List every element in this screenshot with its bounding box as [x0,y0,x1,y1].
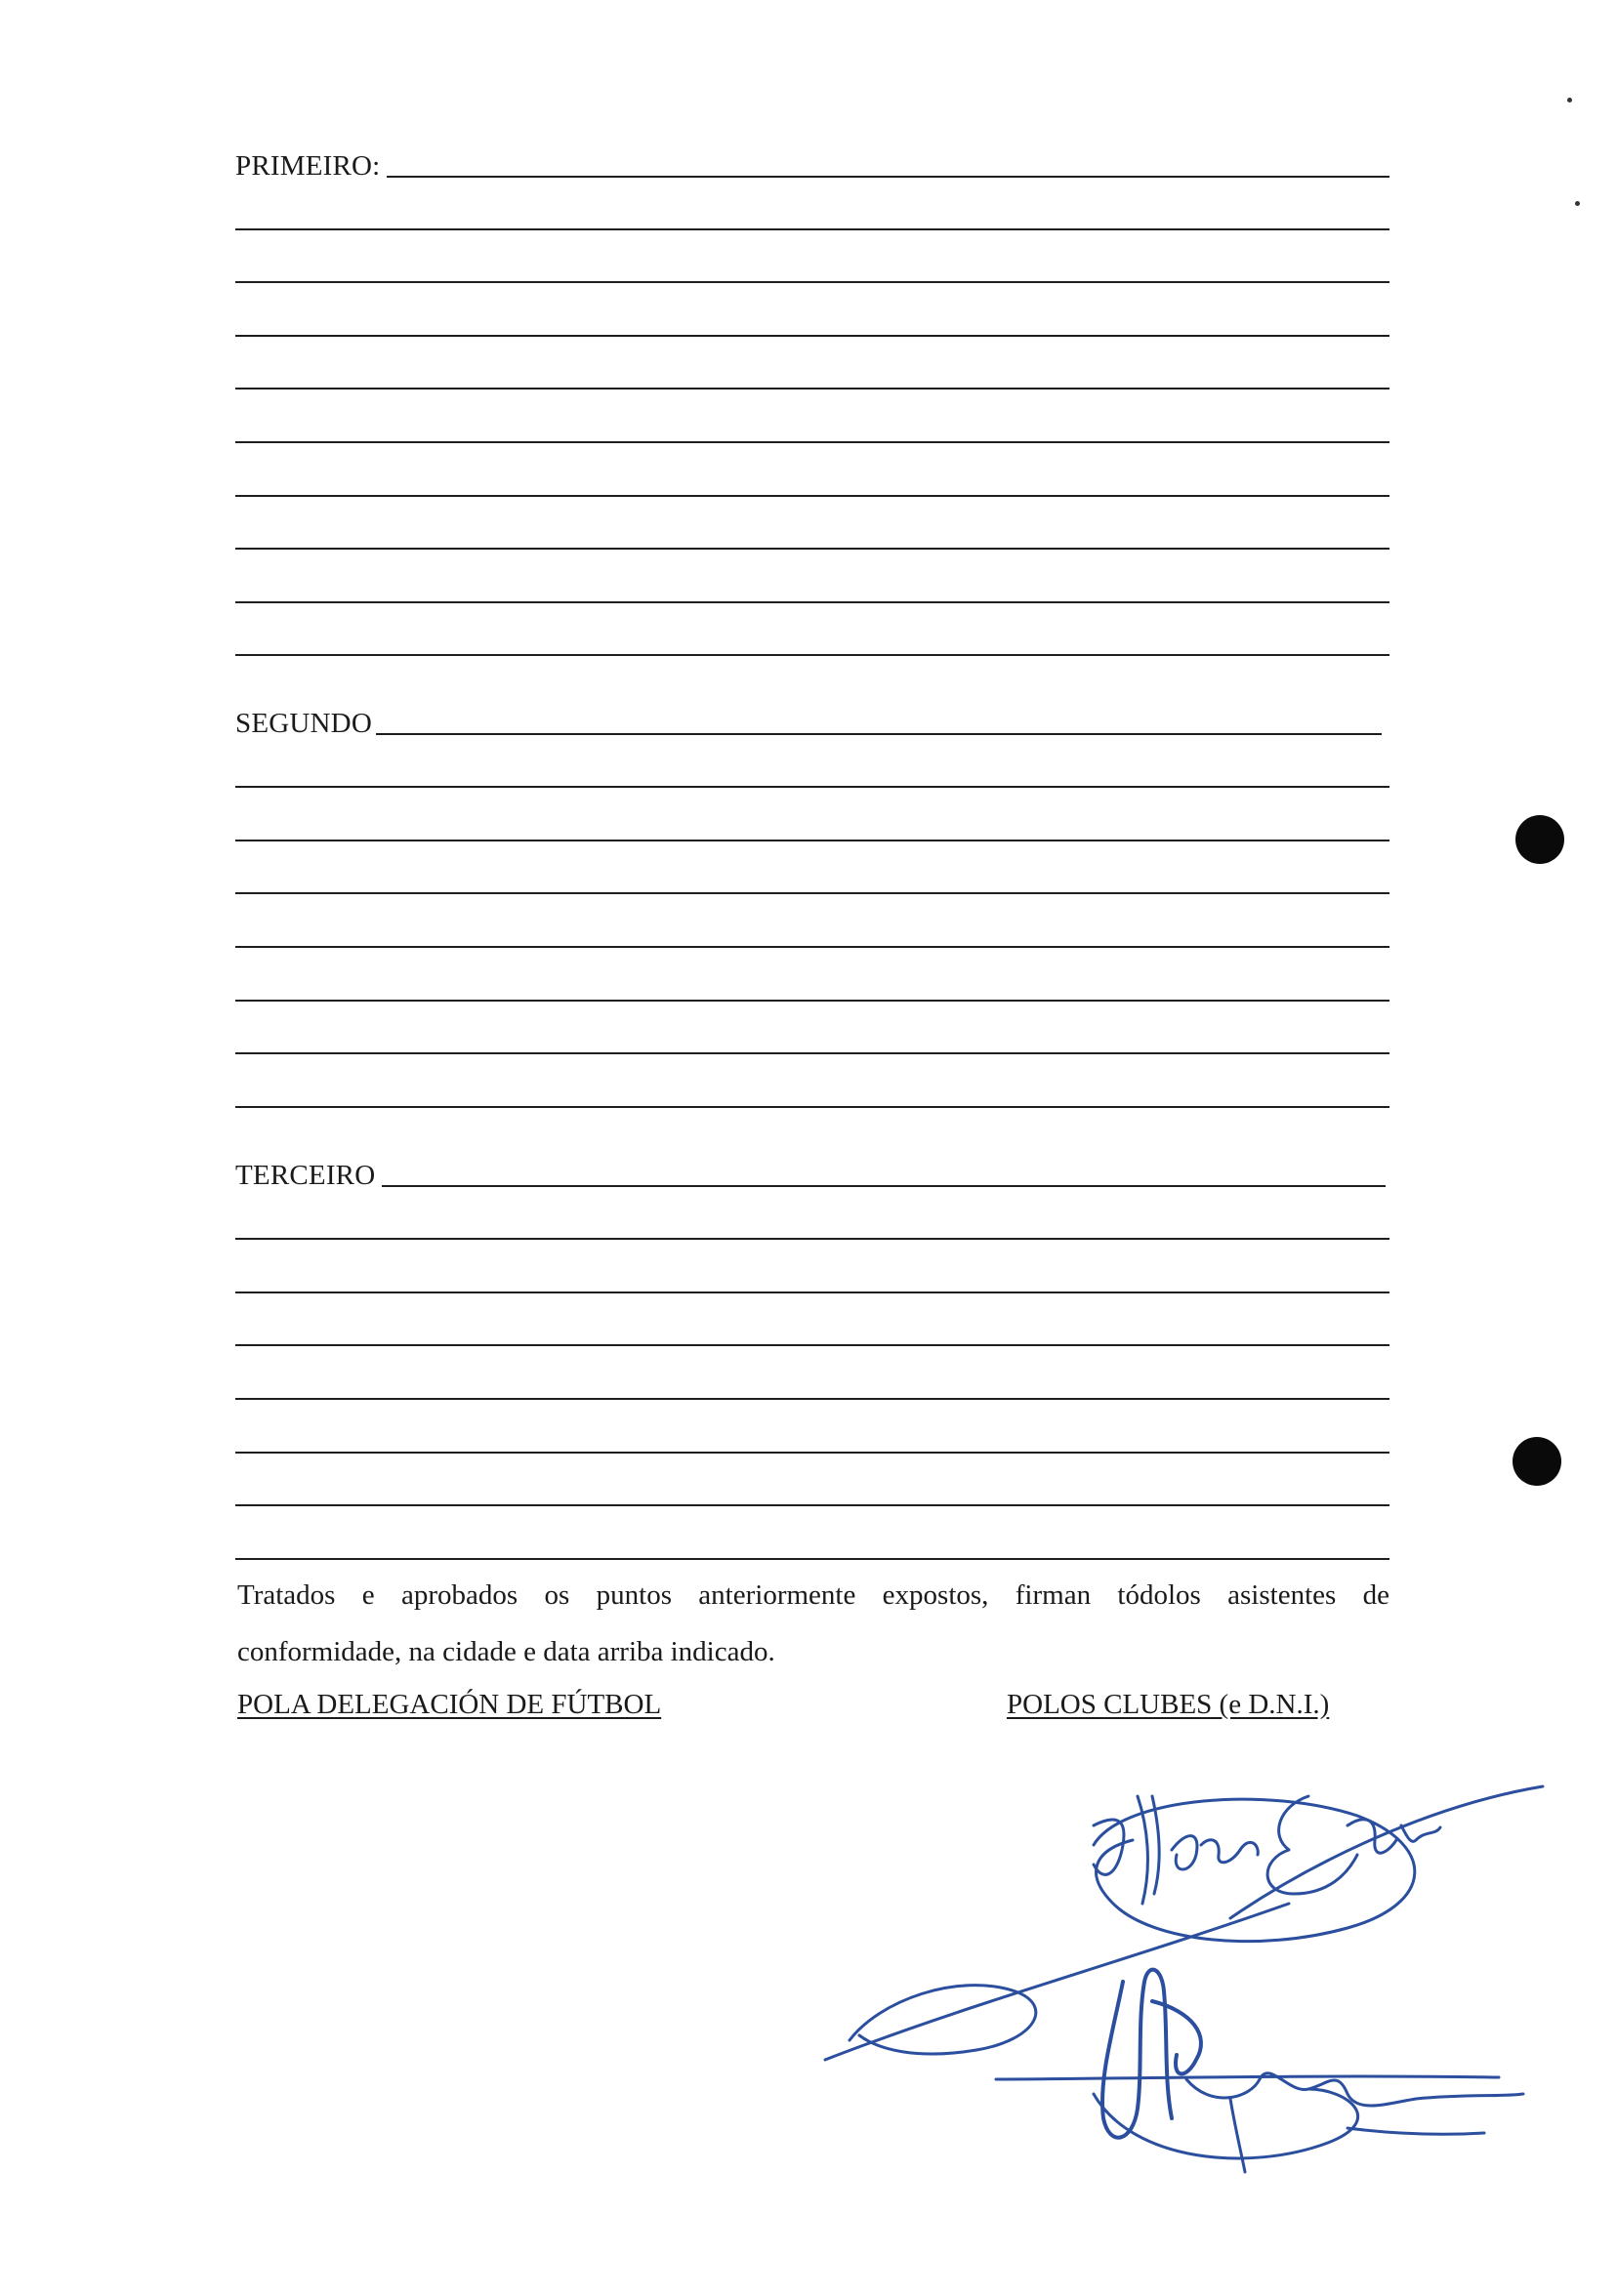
blank-line[interactable] [376,733,1382,735]
blank-line[interactable] [382,1185,1386,1187]
blank-line[interactable] [235,335,1389,337]
blank-line[interactable] [235,601,1389,603]
blank-line[interactable] [235,495,1389,497]
blank-line[interactable] [235,1106,1389,1108]
blank-line[interactable] [235,1000,1389,1002]
punch-hole [1515,815,1564,864]
blank-line[interactable] [235,281,1389,283]
blank-line[interactable] [235,441,1389,443]
blank-line[interactable] [235,1558,1389,1560]
section-label-primeiro: PRIMEIRO: [235,150,381,182]
blank-line[interactable] [235,548,1389,550]
blank-line[interactable] [235,1292,1389,1293]
blank-line[interactable] [235,1504,1389,1506]
blank-line[interactable] [235,1344,1389,1346]
signature-heading-clubs: POLOS CLUBES (e D.N.I.) [1007,1689,1330,1720]
scan-speck [1567,98,1572,102]
blank-line[interactable] [235,892,1389,894]
punch-hole [1513,1437,1561,1486]
blank-line[interactable] [387,176,1389,178]
blank-line[interactable] [235,654,1389,656]
section-label-segundo: SEGUNDO [235,708,372,739]
blank-line[interactable] [235,786,1389,788]
blank-line[interactable] [235,1052,1389,1054]
signature-heading-delegation: POLA DELEGACIÓN DE FÚTBOL [237,1689,662,1720]
closing-statement-line-1: Tratados e aprobados os puntos anteriormente expostos, firman tódolos asistentes de [237,1579,1389,1611]
blank-line[interactable] [235,1452,1389,1454]
blank-line[interactable] [235,1238,1389,1240]
blank-line[interactable] [235,228,1389,230]
blank-line[interactable] [235,1398,1389,1400]
section-label-terceiro: TERCEIRO [235,1160,376,1191]
blank-line[interactable] [235,946,1389,948]
handwritten-signatures [801,1757,1562,2187]
closing-statement-line-2: conformidade, na cidade e data arriba indicado. [237,1636,775,1667]
blank-line[interactable] [235,388,1389,390]
blank-line[interactable] [235,840,1389,841]
scan-speck [1575,201,1580,206]
